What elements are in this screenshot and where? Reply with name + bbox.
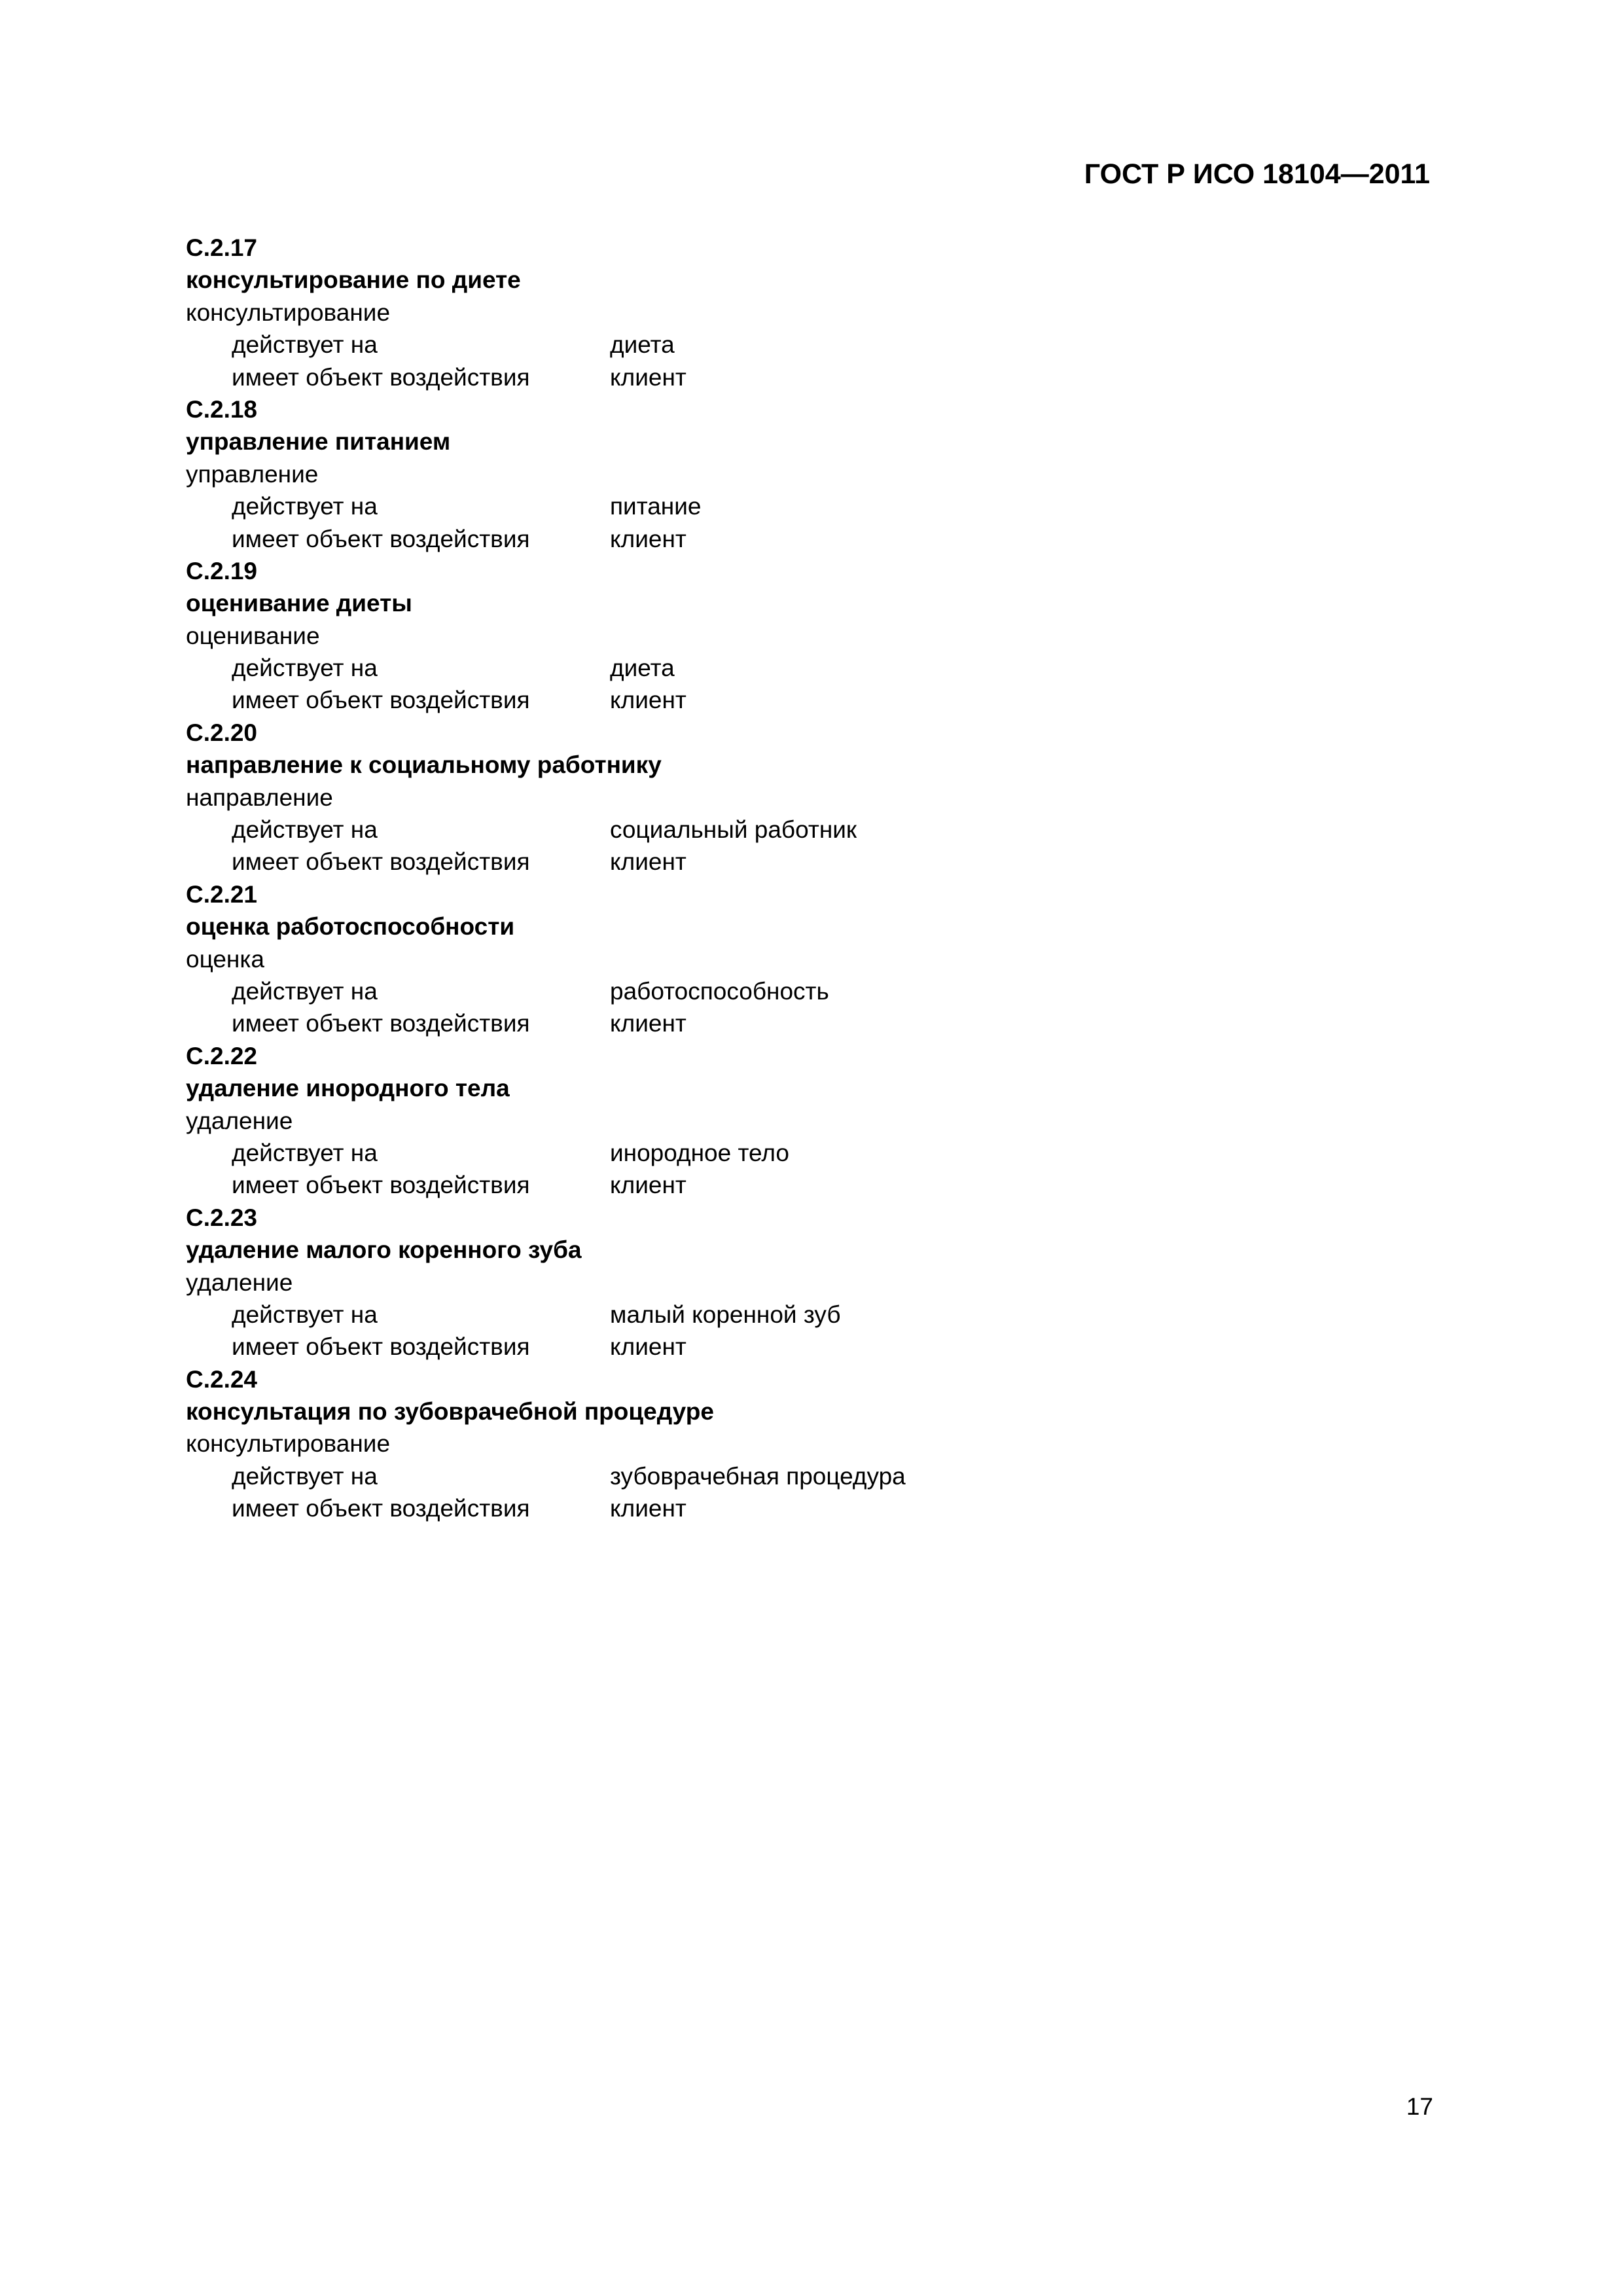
- recipient-row: [186, 1492, 1429, 1524]
- acts-on-row: [186, 652, 1429, 684]
- term-entry: [186, 717, 1429, 878]
- recipient-row: [186, 684, 1429, 716]
- entry-act: удаление: [186, 1107, 293, 1134]
- entry-term: консультация по зубоврачебной процедуре: [186, 1398, 714, 1426]
- attribute-label: действует на: [232, 655, 378, 682]
- attribute-label: действует на: [232, 977, 378, 1005]
- acts-on-row: [186, 1299, 1429, 1331]
- entry-act: консультирование: [186, 1430, 391, 1458]
- attribute-value: клиент: [610, 1172, 687, 1199]
- recipient-row: [186, 846, 1429, 878]
- attribute-label: действует на: [232, 493, 378, 520]
- attribute-value: малый коренной зуб: [610, 1300, 841, 1328]
- attribute-value: клиент: [610, 687, 687, 714]
- attribute-value: диета: [610, 655, 675, 682]
- entry-act: консультирование: [186, 298, 391, 326]
- entry-term: оценка работоспособности: [186, 913, 515, 941]
- attribute-value: инородное тело: [610, 1139, 789, 1166]
- attribute-label: имеет объект воздействия: [232, 1172, 530, 1199]
- attribute-label: действует на: [232, 1300, 378, 1328]
- term-entry: [186, 232, 1429, 393]
- entry-term: управление питанием: [186, 428, 451, 456]
- entry-code: С.2.17: [186, 234, 258, 261]
- attribute-value: зубоврачебная процедура: [610, 1462, 906, 1490]
- page-number: 17: [1406, 2093, 1433, 2120]
- attribute-label: имеет объект воздействия: [232, 687, 530, 714]
- attribute-value: питание: [610, 493, 702, 520]
- attribute-label: имеет объект воздействия: [232, 1010, 530, 1037]
- attribute-label: действует на: [232, 1139, 378, 1166]
- entry-act: оценка: [186, 945, 264, 973]
- attribute-value: работоспособность: [610, 977, 829, 1005]
- recipient-row: [186, 523, 1429, 555]
- recipient-row: [186, 1331, 1429, 1363]
- entry-act: управление: [186, 460, 319, 488]
- entry-term: направление к социальному работнику: [186, 751, 662, 779]
- attribute-value: клиент: [610, 1010, 687, 1037]
- term-entry: [186, 393, 1429, 555]
- attribute-value: социальный работник: [610, 816, 857, 844]
- recipient-row: [186, 361, 1429, 393]
- attribute-value: клиент: [610, 525, 687, 552]
- entry-code: С.2.19: [186, 557, 258, 584]
- entry-act: удаление: [186, 1268, 293, 1296]
- attribute-label: имеет объект воздействия: [232, 363, 530, 391]
- acts-on-row: [186, 329, 1429, 361]
- recipient-row: [186, 1007, 1429, 1039]
- entry-act: направление: [186, 783, 333, 811]
- document-header: ГОСТ Р ИСО 18104—2011: [1084, 158, 1430, 190]
- entry-code: С.2.20: [186, 719, 258, 746]
- attribute-value: клиент: [610, 1495, 687, 1522]
- term-entry: [186, 878, 1429, 1040]
- acts-on-row: [186, 814, 1429, 846]
- attribute-label: имеет объект воздействия: [232, 1495, 530, 1522]
- attribute-label: имеет объект воздействия: [232, 525, 530, 552]
- attribute-value: диета: [610, 331, 675, 359]
- attribute-label: имеет объект воздействия: [232, 1333, 530, 1361]
- entry-term: консультирование по диете: [186, 266, 521, 294]
- term-entry: [186, 1363, 1429, 1525]
- acts-on-row: [186, 1137, 1429, 1169]
- entry-code: С.2.21: [186, 880, 258, 908]
- attribute-value: клиент: [610, 363, 687, 391]
- entry-term: удаление малого коренного зуба: [186, 1236, 582, 1264]
- acts-on-row: [186, 975, 1429, 1007]
- term-entry: [186, 1202, 1429, 1363]
- attribute-value: клиент: [610, 1333, 687, 1361]
- term-entry: [186, 555, 1429, 717]
- attribute-label: действует на: [232, 816, 378, 844]
- entry-term: оценивание диеты: [186, 590, 412, 617]
- attribute-label: действует на: [232, 331, 378, 359]
- acts-on-row: [186, 490, 1429, 522]
- recipient-row: [186, 1169, 1429, 1201]
- entries-list: [186, 232, 1429, 1525]
- entry-act: оценивание: [186, 622, 320, 649]
- attribute-label: имеет объект воздействия: [232, 848, 530, 876]
- entry-term: удаление инородного тела: [186, 1075, 510, 1102]
- entry-code: С.2.23: [186, 1204, 258, 1231]
- entry-code: С.2.22: [186, 1042, 258, 1069]
- acts-on-row: [186, 1460, 1429, 1492]
- term-entry: [186, 1040, 1429, 1202]
- entry-code: С.2.24: [186, 1365, 258, 1393]
- attribute-label: действует на: [232, 1462, 378, 1490]
- attribute-value: клиент: [610, 848, 687, 876]
- entry-code: С.2.18: [186, 395, 258, 423]
